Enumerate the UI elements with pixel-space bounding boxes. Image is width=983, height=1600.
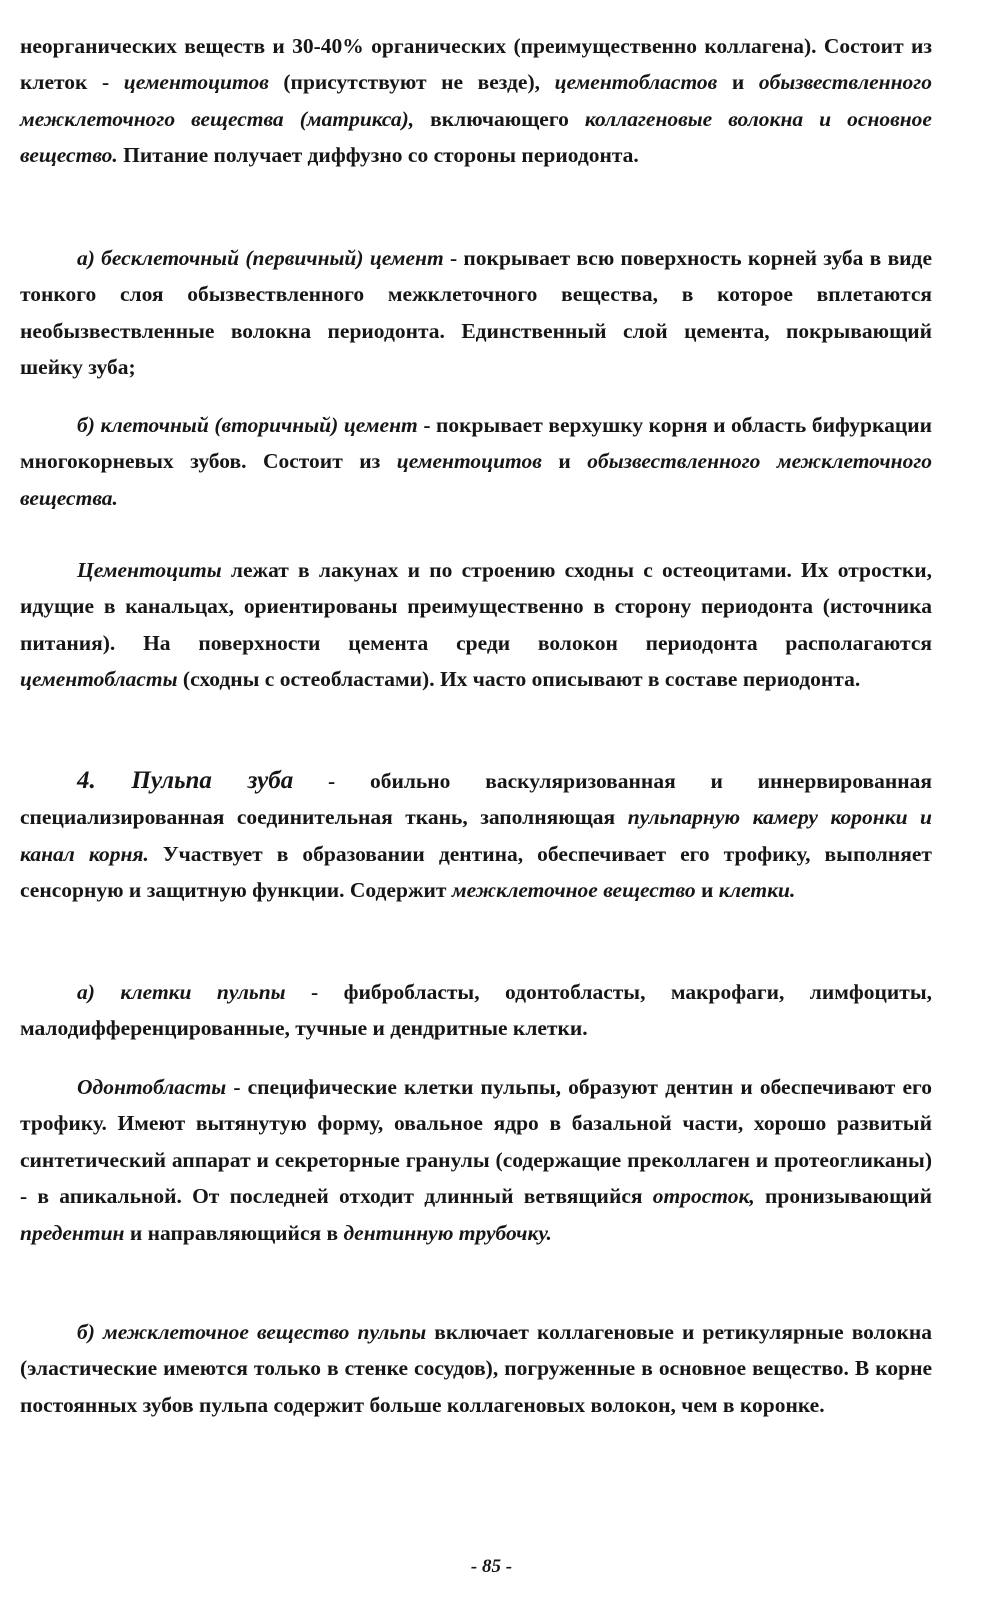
paragraph-dental-pulp (20, 763, 932, 909)
text: и направляющийся в (124, 1220, 344, 1245)
text: - обильно васкуляризованная и иннервированная специализированная соединительная ткань, заполняющая (20, 769, 932, 830)
text: включающего (414, 106, 585, 131)
paragraph-cellular-cement (20, 407, 932, 516)
italic-term: пульпарную камеру коронки и канал корня. (20, 805, 933, 866)
text: и (541, 449, 588, 474)
italic-term: клетки. (718, 878, 796, 903)
paragraph-pulp-cells (20, 974, 932, 1047)
text: пронизывающий (754, 1184, 932, 1209)
italic-term: обызвествленного межклеточного вещества. (20, 449, 933, 510)
paragraph-cement-composition (20, 28, 932, 174)
italic-term: обызвествленного межклеточного вещества (матрикса), (20, 70, 932, 131)
italic-term: Цементоциты (77, 558, 222, 582)
text: Участвует в образовании дентина, обеспечивает его трофику, выполняет сенсорную и защитную функции. Содержит (20, 841, 932, 903)
italic-term: б) межклеточное вещество пульпы (77, 1320, 427, 1344)
paragraph-odontoblasts (20, 1069, 932, 1251)
italic-term: цементоцитов (123, 70, 269, 95)
text: Питание получает диффузно со стороны периодонта. (117, 143, 639, 168)
paragraph-pulp-matrix (20, 1314, 932, 1423)
italic-term: коллагеновые волокна и основное вещество. (20, 106, 932, 168)
text: и (695, 878, 719, 903)
page-number: - 85 - (470, 1556, 513, 1577)
text: (сходны с остеобластами). Их часто описывают в составе периодонта. (177, 667, 861, 692)
paragraph-acellular-cement (20, 240, 932, 386)
italic-term: цементоцитов (396, 449, 542, 474)
italic-term: предентин (20, 1220, 125, 1245)
italic-term: межклеточное вещество (451, 878, 696, 903)
italic-term: цементобласты (20, 667, 178, 692)
italic-term: а) бесклеточный (первичный) цемент (77, 246, 444, 270)
italic-term: Одонтобласты (77, 1075, 227, 1099)
text: - фибробласты, одонтобласты, макрофаги, лимфоциты, малодифференцированные, тучные и дендритные клетки. (20, 980, 932, 1041)
text: - покрывает верхушку корня и область бифуркации многокорневых зубов. Состоит из (20, 413, 932, 474)
text: неорганических веществ и 30-40% органических (преимущественно коллагена). Состоит из клеток - (20, 34, 932, 95)
italic-term: а) клетки пульпы (77, 980, 286, 1004)
text: лежат в лакунах и по строению сходны с остеоцитами. Их отростки, идущие в канальцах, ориентированы преимущественно в сторону периодонта (источника питания). На поверхности цемента среди волокон периодонта располагаются (20, 558, 932, 655)
section-heading: 4. Пульпа зуба (77, 767, 294, 794)
text: включает коллагеновые и ретикулярные волокна (эластические имеются только в стенке сосудов), погруженные в основное вещество. В корне постоянных зубов пульпа содержит больше коллагеновых волокон, чем в коронке. (20, 1320, 932, 1417)
text: и (717, 70, 759, 95)
paragraph-cementocytes (20, 552, 932, 698)
italic-term: цементобластов (554, 70, 718, 95)
italic-term: б) клеточный (вторичный) цемент (77, 413, 418, 437)
text: (присутствуют не везде), (268, 70, 555, 95)
italic-term: дентинную трубочку. (343, 1220, 552, 1245)
text: - специфические клетки пульпы, образуют дентин и обеспечивают его трофику. Имеют вытянутую форму, овальное ядро в базальной части, хорошо развитый синтетический аппарат и секреторные гранулы (содержащие преколлаген и протеогликаны) - в апикальной. От последней отходит длинный ветвящийся (20, 1075, 932, 1209)
text: - покрывает всю поверхность корней зуба в виде тонкого слоя обызвествленного межклеточного вещества, в которое вплетаются необызвествленные волокна периодонта. Единственный слой цемента, покрывающий шейку зуба; (20, 246, 932, 380)
italic-term: отросток, (652, 1184, 755, 1209)
